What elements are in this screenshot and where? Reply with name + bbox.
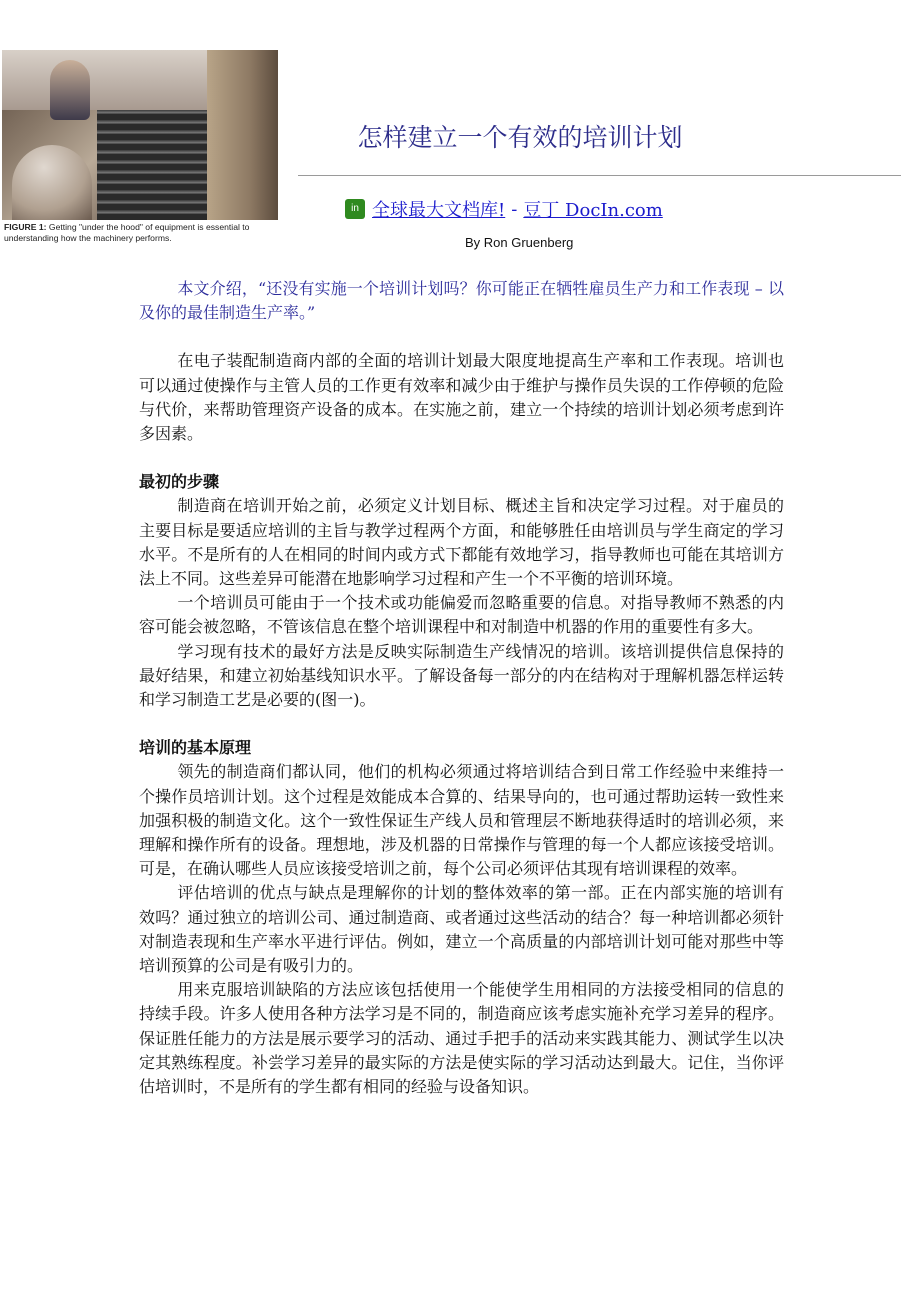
figure-caption-text: Getting "under the hood" of equipment is essential to understanding how the machinery performs. — [4, 222, 250, 243]
docin-separator: - — [511, 198, 518, 220]
section-heading-initial-steps: 最初的步骤 — [139, 472, 220, 492]
photo-person-foreground — [207, 50, 278, 220]
title-divider — [298, 175, 901, 176]
section-paragraph: 制造商在培训开始之前，必须定义计划目标、概述主旨和决定学习过程。对于雇员的主要目标是要适应培训的主旨与教学过程两个方面，和能够胜任由培训员与学生商定的学习水平。不是所有的人在相同的时间内或方式下都能有效地学习，指导教师也可能在其培训方法上不同。这些差异可能潜在地影响学习过程和产生一个不平衡的培训环境。 — [139, 496, 784, 589]
photo-person-seated — [12, 145, 92, 220]
intro-paragraph: 本文介绍，“还没有实施一个培训计划吗？你可能正在牺牲雇员生产力和工作表现 – 以及你的最佳制造生产率。” — [139, 279, 784, 323]
opening-paragraph: 在电子装配制造商内部的全面的培训计划最大限度地提高生产率和工作表现。培训也可以通过使操作与主管人员的工作更有效率和减少由于维护与操作员失误的工作停顿的危险与代价，来帮助管理资产设备的成本。在实施之前，建立一个持续的培训计划必须考虑到许多因素。 — [139, 351, 784, 444]
page-title: 怎样建立一个有效的培训计划 — [357, 123, 683, 152]
section-paragraph: 学习现有技术的最好方法是反映实际制造生产线情况的培训。该培训提供信息保持的最好结果，和建立初始基线知识水平。了解设备每一部分的内在结构对于理解机器怎样运转和学习制造工艺是必要的(图一)。 — [139, 641, 784, 710]
section-paragraph: 领先的制造商们都认同，他们的机构必须通过将培训结合到日常工作经验中来维持一个操作员培训计划。这个过程是效能成本合算的、结果导向的，也可通过帮助运转一致性来加强积极的制造文化。这个一致性保证生产线人员和管理层不断地获得适时的培训必须，来理解和操作所有的设备。理想地，涉及机器的日常操作与管理的每一个人都应该接受培训。可是，在确认哪些人员应该接受培训之前，每个公司必须评估其现有培训课程的效率。 — [139, 762, 784, 879]
figure-caption — [4, 222, 294, 244]
article-body — [139, 277, 784, 1099]
photo-machine — [97, 110, 207, 220]
section-heading-training-principles: 培训的基本原理 — [139, 738, 252, 758]
docin-logo-icon: in — [345, 199, 365, 219]
docin-banner — [345, 196, 663, 222]
docin-site-link[interactable]: 豆丁 DocIn.com — [523, 200, 663, 221]
section-paragraph: 一个培训员可能由于一个技术或功能偏爱而忽略重要的信息。对指导教师不熟悉的内容可能会被忽略，不管该信息在整个培训课程中和对制造中机器的作用的重要性有多大。 — [139, 593, 784, 637]
figure-label: FIGURE 1: — [4, 222, 47, 232]
docin-library-link[interactable]: 全球最大文档库! — [372, 200, 506, 221]
section-paragraph: 评估培训的优点与缺点是理解你的计划的整体效率的第一部。正在内部实施的培训有效吗？通过独立的培训公司、通过制造商、或者通过这些活动的结合？每一种培训都必须针对制造表现和生产率水平进行评估。例如，建立一个高质量的内部培训计划可能对那些中等培训预算的公司是有吸引力的。 — [139, 883, 784, 976]
equipment-photo — [2, 50, 278, 220]
author-byline: By Ron Gruenberg — [465, 235, 574, 250]
section-paragraph: 用来克服培训缺陷的方法应该包括使用一个能使学生用相同的方法接受相同的信息的持续手段。许多人使用各种方法学习是不同的，制造商应该考虑实施补充学习差异的程序。保证胜任能力的方法是展示要学习的活动、通过手把手的活动来实践其能力、测试学生以决定其熟练程度。补尝学习差异的最实际的方法是使实际的学习活动达到最大。记住，当你评估培训时，不是所有的学生都有相同的经验与设备知识。 — [139, 980, 784, 1097]
photo-person-standing — [50, 60, 90, 120]
